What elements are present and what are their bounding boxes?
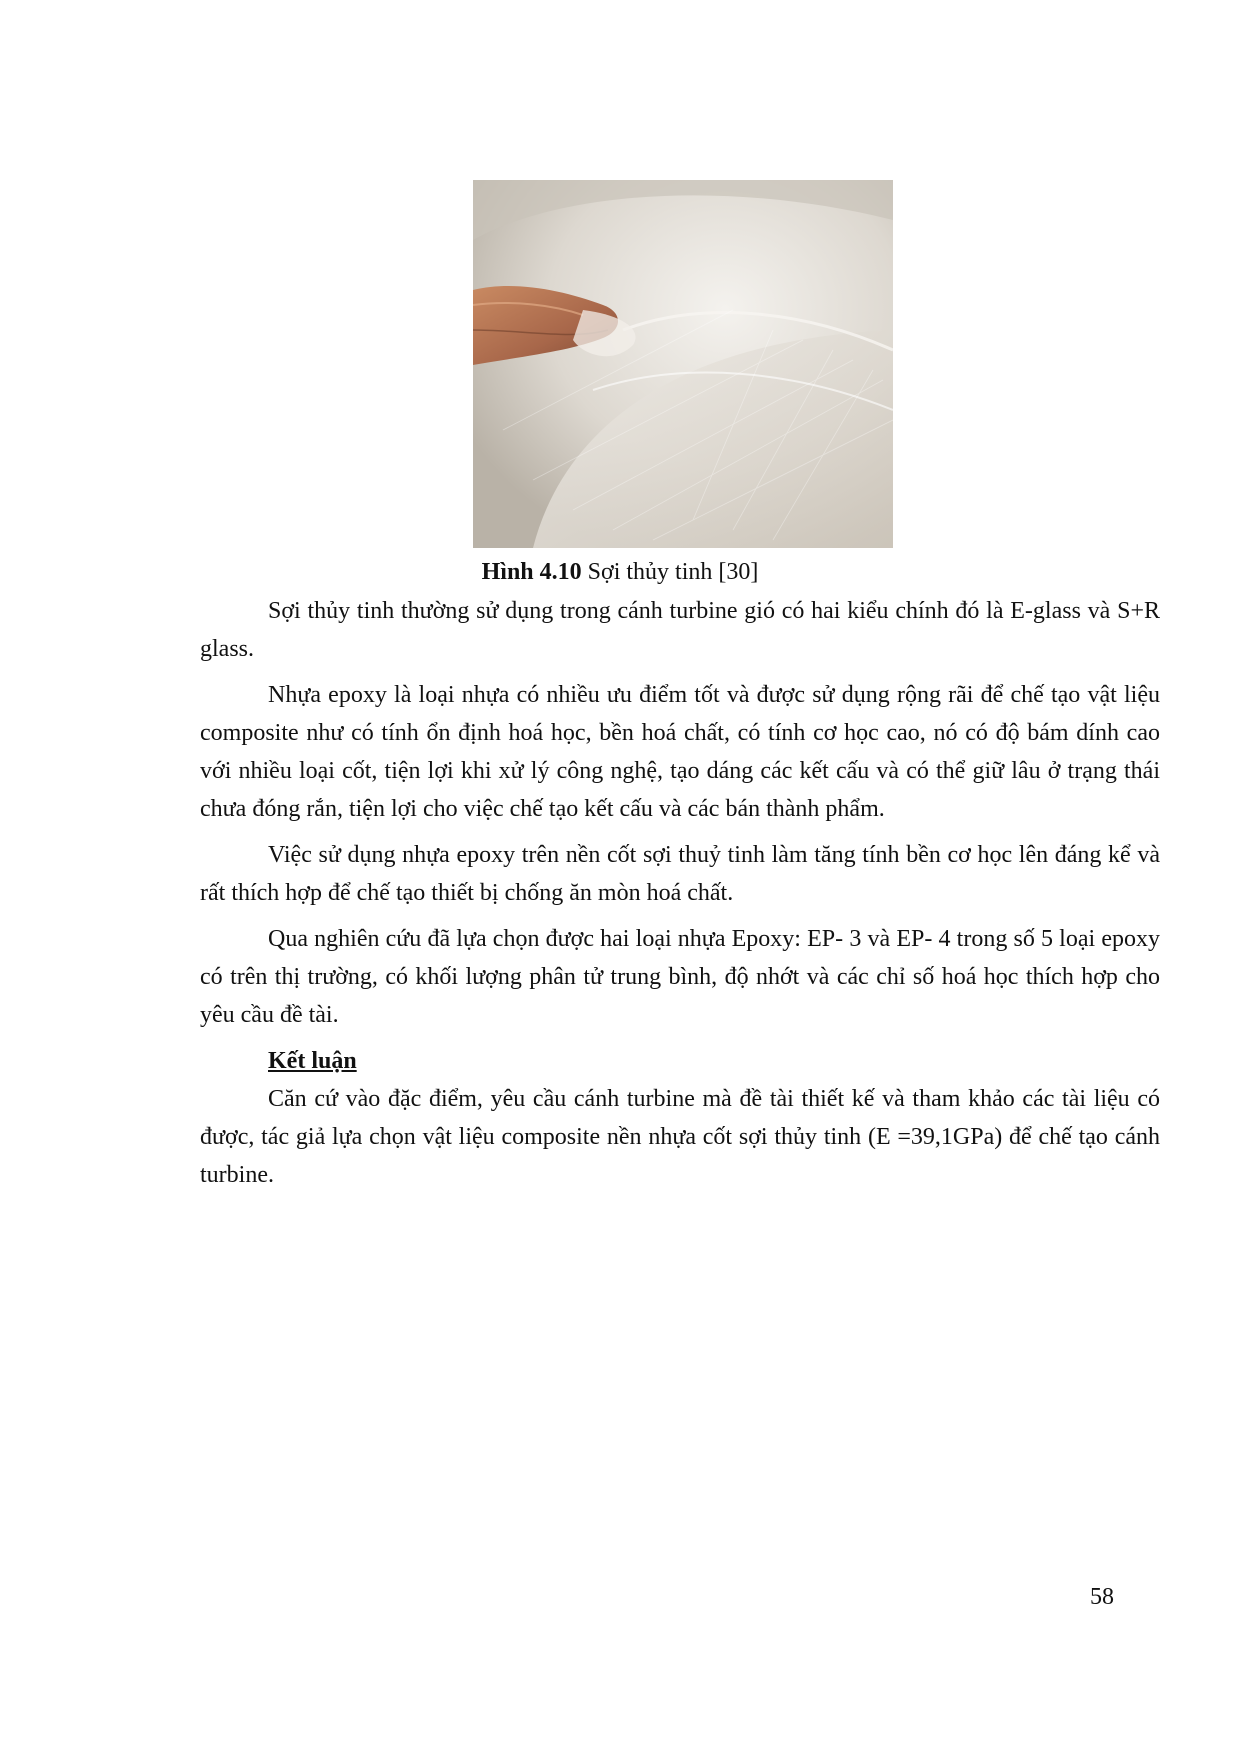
- paragraph-glass-types: Sợi thủy tinh thường sử dụng trong cánh turbine gió có hai kiểu chính đó là E-glass và S+R glass.: [200, 598, 1160, 662]
- figure-caption: [0, 556, 1240, 588]
- body-text: [200, 592, 1160, 1202]
- paragraph-epoxy-advantages: Nhựa epoxy là loại nhựa có nhiều ưu điểm tốt và được sử dụng rộng rãi để chế tạo vật liệu composite như có tính ổn định hoá học, bền hoá chất, có tính cơ học cao, nó có độ bám dính cao với nhiều loại cốt, tiện lợi khi xử lý công nghệ, tạo dáng các kết cấu và có thể giữ lâu ở trạng thái chưa đóng rắn, tiện lợi cho việc chế tạo kết cấu và các bán thành phẩm.: [200, 682, 1160, 822]
- figure-label: Hình 4.10: [481, 559, 582, 585]
- paragraph-epoxy-selection: Qua nghiên cứu đã lựa chọn được hai loại nhựa Epoxy: EP- 3 và EP- 4 trong số 5 loại epoxy có trên thị trường, có khối lượng phân tử trung bình, độ nhớt và các chỉ số hoá học thích hợp cho yêu cầu đề tài.: [200, 926, 1160, 1028]
- figure-photo-glass-fiber: [473, 180, 893, 548]
- figure-title: Sợi thủy tinh [30]: [587, 559, 759, 585]
- glass-fiber-illustration: [473, 180, 893, 548]
- page-number: 58: [1090, 1584, 1114, 1610]
- conclusion-heading: Kết luận: [268, 1048, 357, 1074]
- paragraph-epoxy-glass-fiber: Việc sử dụng nhựa epoxy trên nền cốt sợi thuỷ tinh làm tăng tính bền cơ học lên đáng kể và rất thích hợp để chế tạo thiết bị chống ăn mòn hoá chất.: [200, 842, 1160, 906]
- conclusion-paragraph: Căn cứ vào đặc điểm, yêu cầu cánh turbine mà đề tài thiết kế và tham khảo các tài liệu có được, tác giả lựa chọn vật liệu composite nền nhựa cốt sợi thủy tinh (E =39,1GPa) để chế tạo cánh turbine.: [200, 1086, 1160, 1188]
